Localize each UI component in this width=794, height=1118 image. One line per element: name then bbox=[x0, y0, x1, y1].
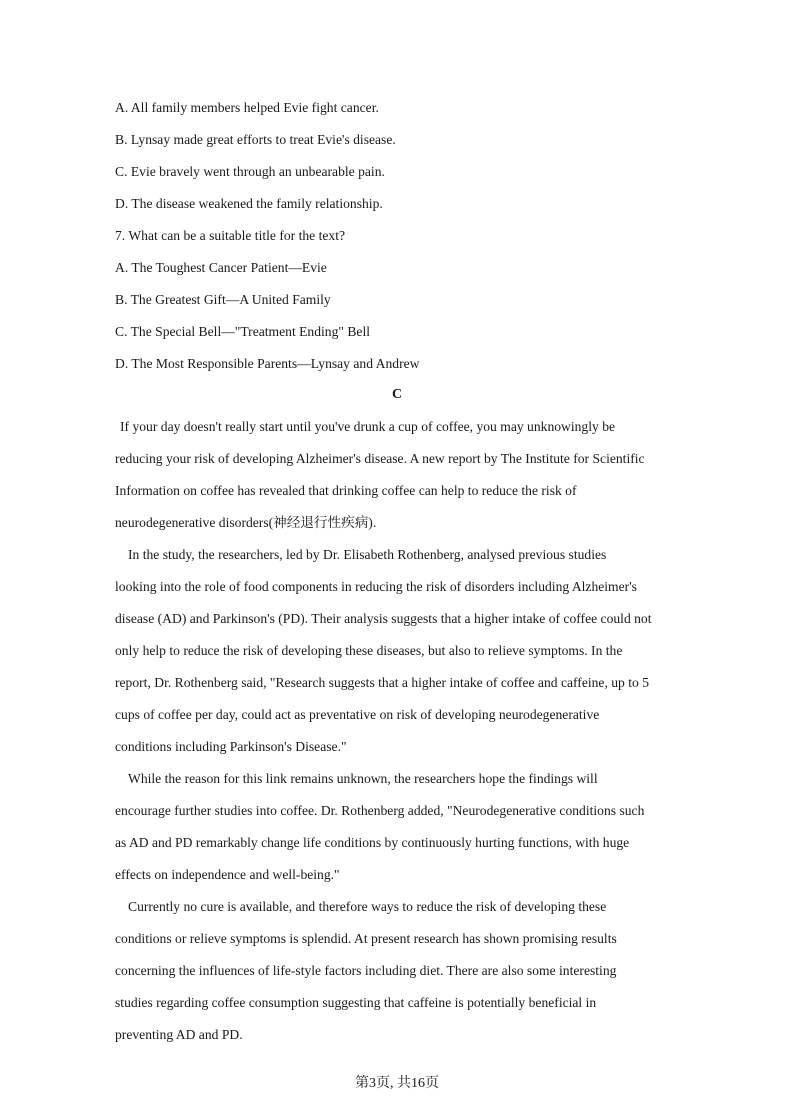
paragraph-line: disease (AD) and Parkinson's (PD). Their analysis suggests that a higher intake of coffee could not bbox=[115, 611, 652, 626]
paragraph-line: report, Dr. Rothenberg said, "Research suggests that a higher intake of coffee and caffeine, up to 5 bbox=[115, 675, 650, 690]
paragraph-line: conditions including Parkinson's Disease." bbox=[115, 739, 347, 754]
paragraph-line: While the reason for this link remains unknown, the researchers hope the findings will bbox=[128, 771, 598, 786]
q6-option-a: A. All family members helped Evie fight cancer. bbox=[115, 100, 379, 115]
paragraph-line: conditions or relieve symptoms is splendid. At present research has shown promising results bbox=[115, 931, 617, 946]
paragraph-line: Currently no cure is available, and therefore ways to reduce the risk of developing these bbox=[128, 899, 607, 914]
q7-option-b: B. The Greatest Gift—A United Family bbox=[115, 292, 331, 307]
paragraph-line: looking into the role of food components in reducing the risk of disorders including Alzheimer's bbox=[115, 579, 637, 594]
paragraph-line: neurodegenerative disorders(神经退行性疾病). bbox=[115, 515, 377, 530]
passage-paragraph-3 bbox=[115, 763, 695, 891]
paragraph-line: cups of coffee per day, could act as preventative on risk of developing neurodegenerative bbox=[115, 707, 600, 722]
paragraph-line: reducing your risk of developing Alzheimer's disease. A new report by The Institute for Scientific bbox=[115, 451, 645, 466]
section-heading: C bbox=[391, 387, 403, 402]
paragraph-line: If your day doesn't really start until you've drunk a cup of coffee, you may unknowingly be bbox=[120, 419, 616, 434]
paragraph-line: as AD and PD remarkably change life conditions by continuously hurting functions, with huge bbox=[115, 835, 630, 850]
q6-option-d: D. The disease weakened the family relationship. bbox=[115, 196, 383, 211]
paragraph-line: encourage further studies into coffee. Dr. Rothenberg added, "Neurodegenerative conditions such bbox=[115, 803, 645, 818]
paragraph-line: preventing AD and PD. bbox=[115, 1027, 243, 1042]
paragraph-line: In the study, the researchers, led by Dr. Elisabeth Rothenberg, analysed previous studies bbox=[128, 547, 607, 562]
paragraph-line: only help to reduce the risk of developing these diseases, but also to relieve symptoms. In the bbox=[115, 643, 623, 658]
q6-option-c: C. Evie bravely went through an unbearable pain. bbox=[115, 164, 385, 179]
q6-option-b: B. Lynsay made great efforts to treat Evie's disease. bbox=[115, 132, 396, 147]
q7-option-c: C. The Special Bell—"Treatment Ending" Bell bbox=[115, 324, 371, 339]
q7-option-d: D. The Most Responsible Parents—Lynsay and Andrew bbox=[115, 356, 420, 371]
passage-paragraph-2 bbox=[115, 539, 695, 763]
paragraph-line: effects on independence and well-being." bbox=[115, 867, 340, 882]
page-number: 第3页, 共16页 bbox=[355, 1076, 439, 1091]
q7-option-a: A. The Toughest Cancer Patient—Evie bbox=[115, 260, 327, 275]
q7-stem: 7. What can be a suitable title for the text? bbox=[115, 228, 345, 243]
paragraph-line: concerning the influences of life-style factors including diet. There are also some interesting bbox=[115, 963, 617, 978]
passage-paragraph-4 bbox=[115, 891, 695, 1051]
passage-paragraph-1 bbox=[115, 411, 695, 539]
paragraph-line: Information on coffee has revealed that drinking coffee can help to reduce the risk of bbox=[115, 483, 577, 498]
paragraph-line: studies regarding coffee consumption suggesting that caffeine is potentially beneficial in bbox=[115, 995, 597, 1010]
